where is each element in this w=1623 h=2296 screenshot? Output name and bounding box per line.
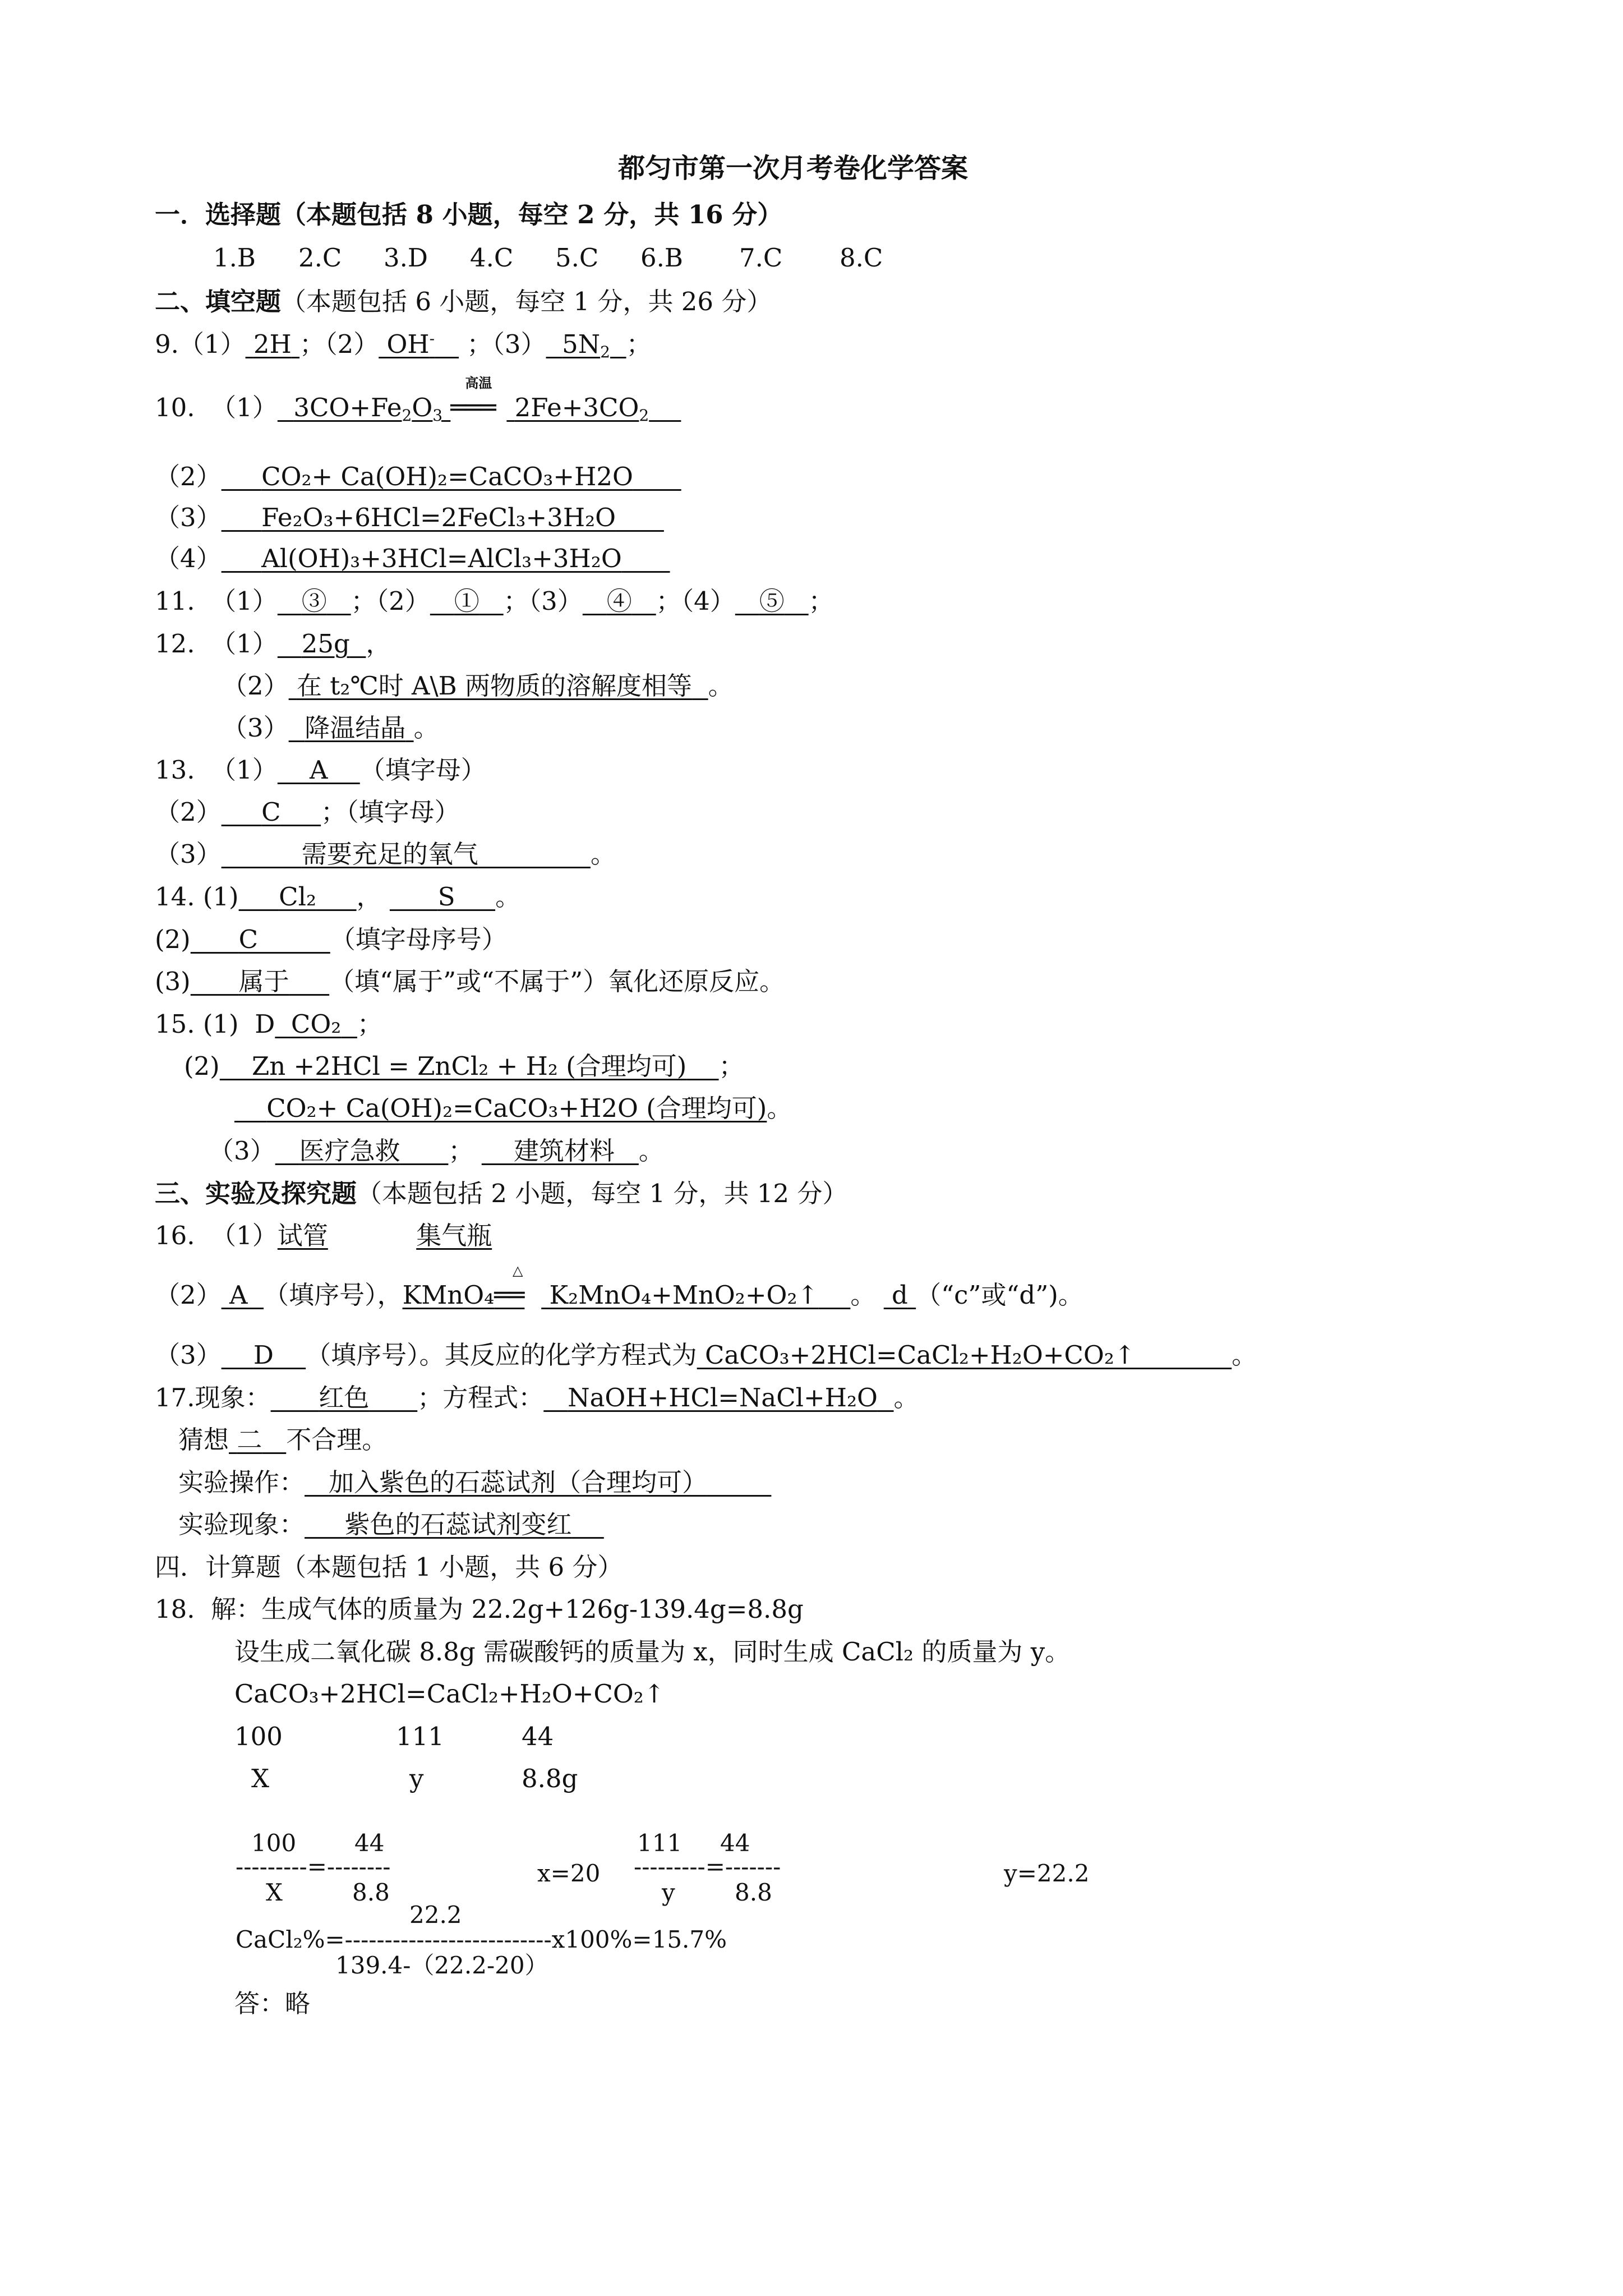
q17-operation: 实验操作： 加入紫色的石蕊试剂（合理均可） — [178, 1467, 707, 1497]
fraction-1-result: x=20 — [537, 1860, 601, 1887]
choice-answer: 7.C — [739, 243, 783, 273]
choice-answer: 6.B — [640, 243, 684, 273]
fraction-1-numerator: 100 — [251, 1829, 297, 1857]
percent-line: CaCl₂%=--------------------------x100%=15.7% — [236, 1926, 727, 1953]
fraction-1-denominator: X — [266, 1879, 283, 1906]
final-answer: 答：略 — [234, 1989, 311, 2018]
reaction-arrow: △ ══ — [494, 1262, 525, 1310]
q12-line-3: （3） 降温结晶 。 — [222, 713, 439, 743]
q18-molar-mass: 111 — [396, 1722, 444, 1751]
q16-line-2: （2） A （填序号），KMnO₄ △ ══ K₂MnO₄+MnO₂+O₂↑ 。 d （“c”或“d”)。 — [155, 1278, 1083, 1312]
q18-variable: X — [251, 1764, 270, 1793]
q12-line-2: （2） 在 t₂℃时 A\B 两物质的溶解度相等 。 — [222, 671, 734, 701]
choice-answer: 4.C — [470, 243, 514, 273]
q15-line-4: （3） 医疗急救 ； 建筑材料 。 — [209, 1136, 664, 1166]
choice-answer: 8.C — [840, 243, 883, 273]
percent-denominator: 139.4-（22.2-20） — [335, 1952, 548, 1979]
q17-phenomenon: 实验现象： 紫色的石蕊试剂变红 — [178, 1510, 572, 1539]
q18-variable: y — [409, 1764, 424, 1793]
q17-line-1: 17.现象： 红色 ；方程式： NaOH+HCl=NaCl+H₂O 。 — [155, 1383, 919, 1412]
fraction-2-numerator: 44 — [720, 1829, 750, 1857]
section-4-heading: 四．计算题（本题包括 1 小题，共 6 分） — [155, 1552, 623, 1582]
fraction-1-denominator: 8.8 — [352, 1879, 390, 1906]
reaction-arrow: 高温 ═══ — [450, 375, 496, 422]
fraction-2-denominator: 8.8 — [735, 1879, 772, 1906]
q16-line-3: （3） D （填序号）。其反应的化学方程式为 CaCO₃+2HCl=CaCl₂+H₂O+CO₂↑ 。 — [155, 1340, 1257, 1370]
section-2-heading: 二、填空题（本题包括 6 小题，每空 1 分，共 26 分） — [155, 287, 772, 316]
section-3-heading: 三、实验及探究题（本题包括 2 小题，每空 1 分，共 12 分） — [155, 1179, 848, 1208]
q18-line-2: 设生成二氧化碳 8.8g 需碳酸钙的质量为 x，同时生成 CaCl₂ 的质量为 y。 — [234, 1637, 1071, 1667]
fraction-2-denominator: y — [662, 1879, 675, 1906]
q15-line-1: 15. (1) D CO₂ ； — [155, 1009, 382, 1039]
q18-variable: 8.8g — [522, 1764, 578, 1793]
q9-line: 9.（1） 2H ；（2） OH- ；（3） $5N_2$ ； — [155, 329, 652, 361]
q16-line-1: 16. （1）试管 集气瓶 — [155, 1221, 492, 1250]
q15-line-3: CO₂+ Ca(OH)₂=CaCO₃+H2O (合理均可)。 — [266, 1093, 792, 1123]
percent-numerator: 22.2 — [409, 1901, 462, 1929]
q18-molar-mass: 44 — [522, 1722, 554, 1751]
q12-line-1: 12. （1） 25g ， — [155, 629, 391, 659]
q13-line-3: （3） 需要充足的氧气 。 — [155, 839, 616, 869]
q13-line-1: 13. （1） A （填字母） — [155, 755, 486, 785]
q14-line-1: 14. (1) Cl₂ ， S 。 — [155, 882, 521, 912]
q14-line-3: (3) 属于 （填“属于”或“不属于”）氧化还原反应。 — [155, 967, 785, 996]
q15-line-2: (2) Zn +2HCl = ZnCl₂ + H₂ (合理均可) ； — [184, 1051, 744, 1081]
q14-line-2: (2) C （填字母序号） — [155, 924, 507, 954]
q10-line-2: （2） CO₂+ Ca(OH)₂=CaCO₃+H2O — [155, 462, 633, 491]
fraction-1-numerator: 44 — [354, 1829, 385, 1857]
choice-answer: 1.B — [213, 243, 256, 273]
q10-line-4: （4） Al(OH)₃+3HCl=AlCl₃+3H₂O — [155, 544, 622, 573]
q18-line-1: 18. 解：生成气体的质量为 22.2g+126g-139.4g=8.8g — [155, 1594, 804, 1624]
q10-line-3: （3） Fe₂O₃+6HCl=2FeCl₃+3H₂O — [155, 503, 616, 532]
choice-answer: 5.C — [555, 243, 599, 273]
section-1-heading: 一．选择题（本题包括 8 小题，每空 2 分，共 16 分） — [155, 200, 783, 229]
choice-answer: 2.C — [298, 243, 342, 273]
page-title: 都匀市第一次月考卷化学答案 — [618, 153, 969, 184]
q13-line-2: （2） C ；（填字母） — [155, 797, 460, 827]
q18-molar-mass: 100 — [234, 1722, 283, 1751]
fraction-2-numerator: 111 — [637, 1829, 683, 1857]
choice-answer: 3.D — [384, 243, 428, 273]
fraction-2-line: ---------=------- — [634, 1853, 781, 1880]
q11-line: 11. （1） ③ ；（2） ① ；（3） ④ ；（4） ⑤ ； — [155, 586, 834, 616]
q17-guess: 猜想 二 不合理。 — [178, 1425, 388, 1455]
q18-equation: CaCO₃+2HCl=CaCl₂+H₂O+CO₂↑ — [234, 1679, 665, 1709]
q10-line-1: 10. （1） $3CO+Fe_2O_3$ 高温 ═══ $2Fe+3CO_2$ — [155, 375, 649, 425]
fraction-2-result: y=22.2 — [1004, 1860, 1090, 1887]
fraction-1-line: ---------=-------- — [236, 1853, 391, 1880]
